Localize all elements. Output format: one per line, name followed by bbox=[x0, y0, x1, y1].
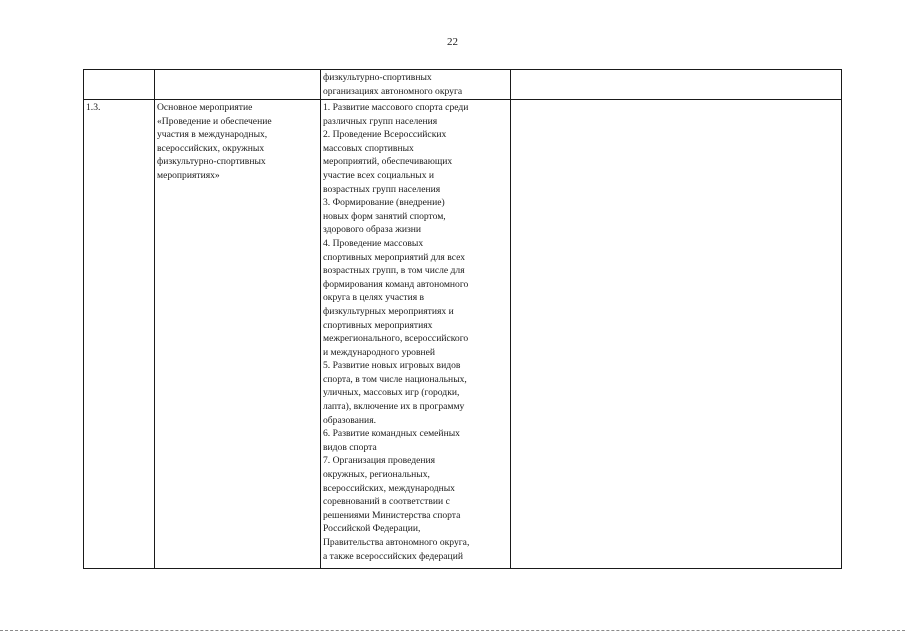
table-row-1-3 bbox=[84, 100, 842, 569]
text-line: массовых спортивных bbox=[323, 142, 414, 154]
text-line: 5. Развитие новых игровых видов bbox=[323, 360, 461, 372]
text-line: участие всех социальных и bbox=[323, 169, 435, 181]
text-line: всероссийских, международных bbox=[323, 482, 455, 494]
text-line: видов спорта bbox=[323, 441, 377, 453]
text-line: спорта, в том числе национальных, bbox=[323, 373, 467, 385]
text-line: Правительства автономного округа, bbox=[323, 537, 470, 548]
text-line: участия в международных, bbox=[157, 129, 268, 141]
cell-measure bbox=[155, 100, 321, 569]
text-line: формирования команд автономного bbox=[323, 278, 469, 290]
text-line: здорового образа жизни bbox=[323, 224, 422, 236]
text-line: 3. Формирование (внедрение) bbox=[323, 197, 445, 209]
text-line: уличных, массовых игр (городки, bbox=[323, 387, 460, 399]
text-line: возрастных групп населения bbox=[323, 183, 441, 195]
text-line: «Проведение и обеспечение bbox=[157, 115, 272, 127]
text-line: физкультурно-спортивных bbox=[157, 156, 266, 168]
page-number: 22 bbox=[447, 36, 458, 48]
table-row-continuation bbox=[84, 70, 842, 100]
text-line: всероссийских, окружных bbox=[157, 142, 265, 154]
text-line: образования. bbox=[323, 414, 377, 426]
text-line: физкультурных мероприятиях и bbox=[323, 305, 454, 317]
text-line: 6. Развитие командных семейных bbox=[323, 428, 460, 440]
text-line: лапта), включение их в программу bbox=[323, 401, 465, 413]
text-line: межрегионального, всероссийского bbox=[323, 333, 469, 345]
text-line: округа в целях участия в bbox=[323, 292, 425, 304]
text-line: и международного уровней bbox=[323, 346, 436, 358]
cell-measure bbox=[155, 70, 321, 100]
cell-notes bbox=[511, 70, 842, 100]
text-line: физкультурно-спортивных bbox=[323, 72, 432, 83]
program-table bbox=[83, 69, 842, 569]
text-line: мероприятий, обеспечивающих bbox=[323, 156, 453, 168]
text-line: решениями Министерства спорта bbox=[323, 509, 461, 521]
text-line: возрастных групп, в том числе для bbox=[323, 265, 465, 277]
text-line: а также всероссийских федераций bbox=[323, 550, 463, 562]
text-line: организациях автономного округа bbox=[323, 85, 463, 97]
cell-number bbox=[84, 70, 155, 100]
text-line: спортивных мероприятий для всех bbox=[323, 251, 466, 263]
cell-number: 1.3. bbox=[84, 100, 155, 569]
text-line: различных групп населения bbox=[323, 115, 438, 127]
scan-edge-line bbox=[0, 630, 905, 631]
text-line: Основное мероприятие bbox=[157, 102, 253, 113]
cell-notes bbox=[511, 100, 842, 569]
text-line: 2. Проведение Всероссийских bbox=[323, 129, 447, 141]
text-line: окружных, региональных, bbox=[323, 469, 430, 481]
cell-tasks bbox=[321, 70, 511, 100]
text-line: спортивных мероприятиях bbox=[323, 319, 433, 331]
text-line: новых форм занятий спортом, bbox=[323, 210, 446, 222]
text-line: 7. Организация проведения bbox=[323, 455, 436, 467]
text-line: 1. Развитие массового спорта среди bbox=[323, 102, 469, 113]
cell-tasks bbox=[321, 100, 511, 569]
text-line: Российской Федерации, bbox=[323, 523, 421, 535]
text-line: соревнований в соответствии с bbox=[323, 496, 450, 508]
text-line: мероприятиях» bbox=[157, 169, 220, 181]
text-line: 4. Проведение массовых bbox=[323, 237, 424, 249]
